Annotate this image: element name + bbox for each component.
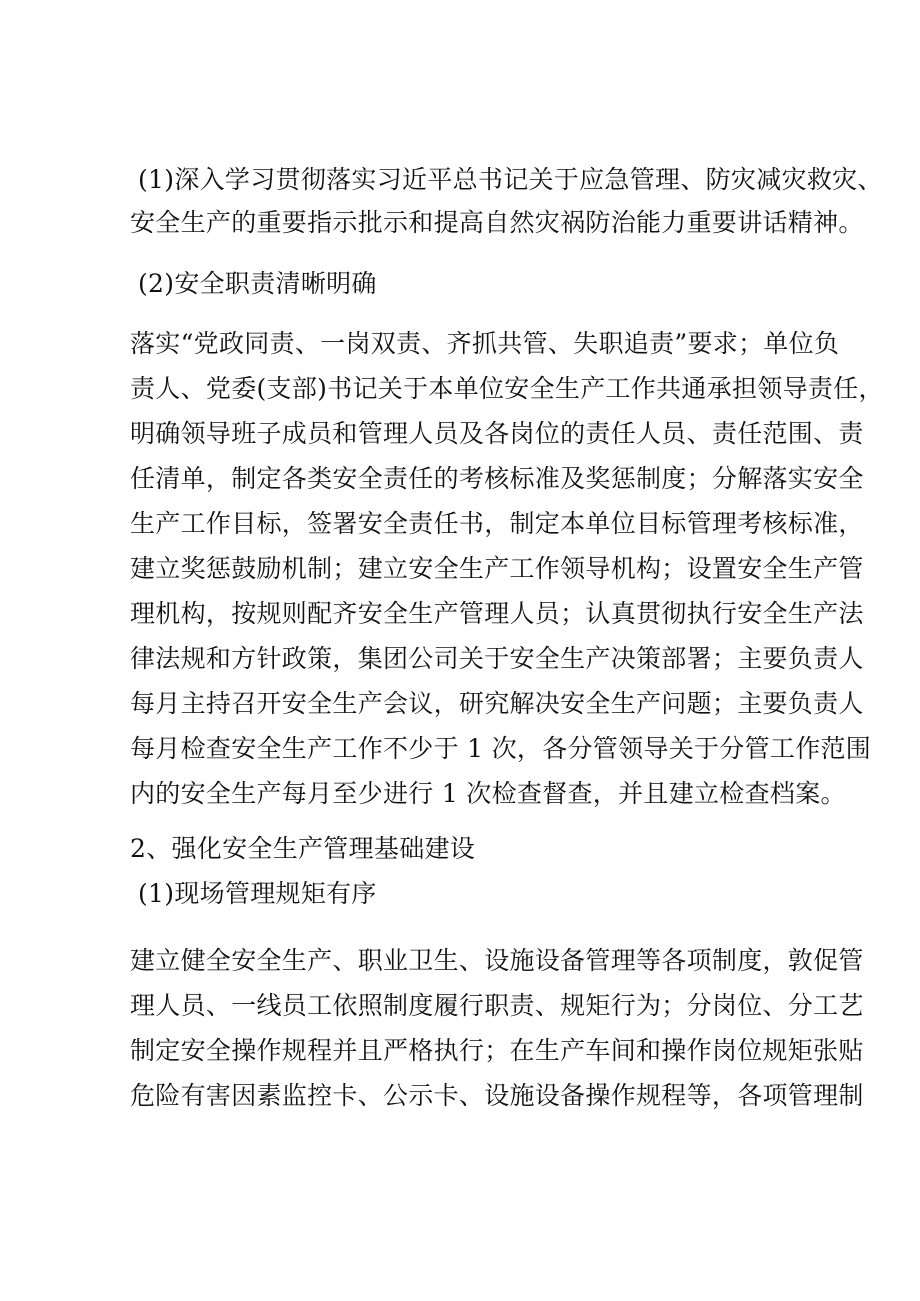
paragraph-1-line-1: (1)深入学习贯彻落实习近平总书记关于应急管理、防灾减灾救灾、 [138,165,883,194]
paragraph-2-line-5: 生产工作目标，签署安全责任书，制定本单位目标管理考核标准， [130,509,864,538]
paragraph-2-line-6: 建立奖惩鼓励机制；建立安全生产工作领导机构；设置安全生产管 [130,554,864,583]
paragraph-3-line-2: 理人员、一线员工依照制度履行职责、规矩行为；分岗位、分工艺 [130,991,864,1020]
paragraph-2-line-1: 落实“党政同责、一岗双责、齐抓共管、失职追责”要求；单位负 [130,329,840,358]
paragraph-2-line-10: 每月检查安全生产工作不少于 1 次，各分管领导关于分管工作范围 [130,734,872,763]
paragraph-2-line-4: 任清单，制定各类安全责任的考核标准及奖惩制度；分解落实安全 [130,464,864,493]
heading-safety-duties: (2)安全职责清晰明确 [138,269,377,298]
paragraph-3-line-1: 建立健全安全生产、职业卫生、设施设备管理等各项制度，敦促管 [130,946,864,975]
paragraph-2-line-7: 理机构，按规则配齐安全生产管理人员；认真贯彻执行安全生产法 [130,599,864,628]
paragraph-3-line-3: 制定安全操作规程并且严格执行；在生产车间和操作岗位规矩张贴 [130,1036,864,1065]
heading-site-management: (1)现场管理规矩有序 [138,879,377,908]
paragraph-2-line-8: 律法规和方针政策，集团公司关于安全生产决策部署；主要负责人 [130,644,864,673]
paragraph-2-line-3: 明确领导班子成员和管理人员及各岗位的责任人员、责任范围、责 [130,419,864,448]
paragraph-3-line-4: 危险有害因素监控卡、公示卡、设施设备操作规程等，各项管理制 [130,1081,864,1110]
paragraph-2-line-9: 每月主持召开安全生产会议，研究解决安全生产问题；主要负责人 [130,689,864,718]
paragraph-2-line-2: 责人、党委(支部)书记关于本单位安全生产工作共通承担领导责任， [130,374,884,403]
section-heading-2: 2、强化安全生产管理基础建设 [130,834,476,863]
paragraph-1-line-2: 安全生产的重要指示批示和提高自然灾祸防治能力重要讲话精神。 [130,208,864,237]
paragraph-2-line-11: 内的安全生产每月至少进行 1 次检查督查，并且建立检查档案。 [130,779,846,808]
